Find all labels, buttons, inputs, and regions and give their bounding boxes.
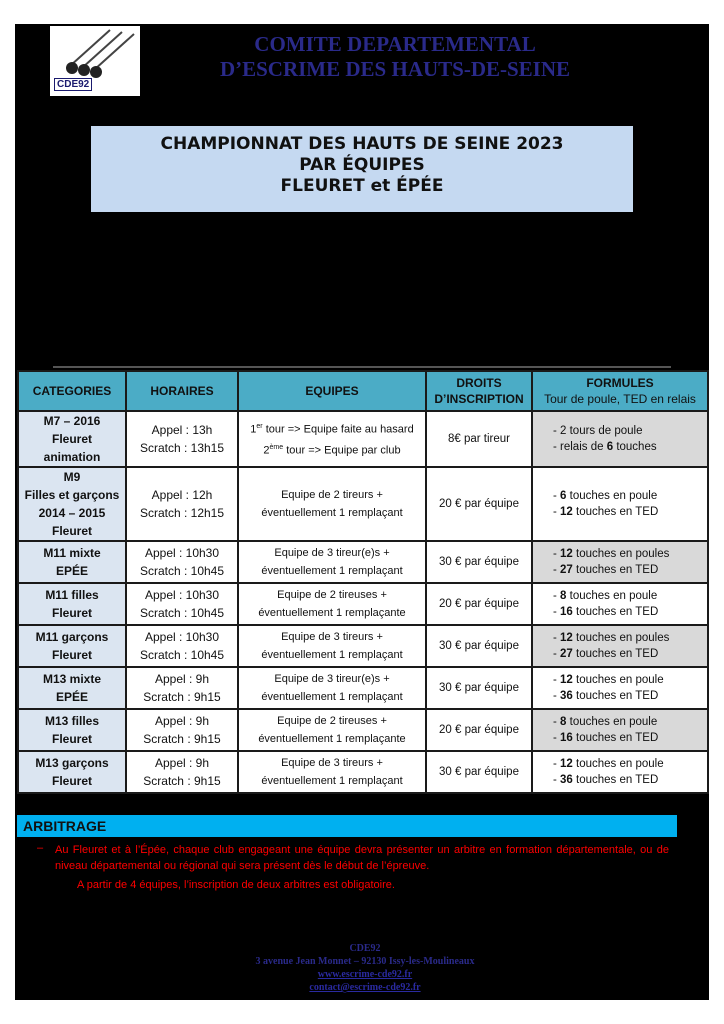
equipes-line: Equipe de 3 tireur(e)s + — [274, 673, 390, 685]
organization-title-line2: D’ESCRIME DES HAUTS-DE-SEINE — [219, 57, 571, 81]
championship-line2: PAR ÉQUIPES — [299, 155, 425, 175]
header-formules-line1: FORMULES — [586, 376, 654, 390]
formules-cell — [532, 751, 708, 793]
equipes-line: Equipe de 3 tireurs + — [281, 631, 383, 643]
table-row — [18, 667, 708, 709]
horaires-cell — [126, 751, 238, 793]
appel-time: Appel : 9h — [154, 672, 210, 686]
formule-text: touches en TED — [576, 690, 659, 702]
category-line: M13 garçons — [35, 756, 109, 770]
divider-line — [53, 366, 671, 368]
category-line: M13 mixte — [42, 672, 102, 686]
formule-count: 27 — [560, 564, 573, 576]
formules-cell — [532, 411, 708, 467]
tour-number: 1 — [250, 424, 257, 436]
formule-count: 6 — [560, 490, 567, 502]
arbitrage-text: Au Fleuret et à l’Épée, chaque club engageant une équipe devra présenter un arbitre en formation départementale, ou de niveau départemental ou régional qui sera présent dès le début de l’épreuve. — [55, 844, 669, 872]
header-formules-line2: Tour de poule, TED en relais — [544, 392, 696, 406]
scratch-time: Scratch : 10h45 — [139, 606, 225, 620]
formule-text: touches en poule — [569, 490, 658, 502]
formule-count: 36 — [560, 774, 573, 786]
formule-count: 12 — [560, 548, 573, 560]
category-line: Fleuret — [51, 774, 92, 788]
scratch-time: Scratch : 10h45 — [139, 648, 225, 662]
footer-website-link[interactable]: www.escrime-cde92.fr — [317, 969, 413, 980]
equipes-cell — [238, 541, 426, 583]
formule-text: touches — [616, 441, 657, 453]
formule-text: touches en TED — [576, 564, 659, 576]
formule-count: 12 — [560, 674, 573, 686]
formule-count: 36 — [560, 690, 573, 702]
appel-time: Appel : 10h30 — [144, 630, 220, 644]
formule-count: 12 — [560, 758, 573, 770]
droits-cell: 30 € par équipe — [426, 541, 532, 583]
scratch-time: Scratch : 13h15 — [139, 441, 225, 455]
droits-cell: 20 € par équipe — [426, 583, 532, 625]
table-row — [18, 709, 708, 751]
scratch-time: Scratch : 9h15 — [143, 774, 221, 788]
header-horaires: HORAIRES — [126, 371, 238, 411]
category-line: EPÉE — [55, 690, 88, 704]
formule-line: - 16 touches en TED — [553, 606, 659, 618]
arbitrage-heading: ARBITRAGE — [17, 815, 677, 837]
table-row — [18, 541, 708, 583]
category-line: Fleuret — [51, 648, 92, 662]
horaires-cell — [126, 625, 238, 667]
horaires-cell — [126, 709, 238, 751]
footer-address: 3 avenue Jean Monnet – 92130 Issy-les-Moulineaux — [255, 956, 475, 967]
scratch-time: Scratch : 9h15 — [143, 690, 221, 704]
formules-cell — [532, 709, 708, 751]
table-row — [18, 411, 708, 467]
droits-cell: 30 € par équipe — [426, 667, 532, 709]
scratch-time: Scratch : 9h15 — [143, 732, 221, 746]
equipes-cell — [238, 583, 426, 625]
header-droits-line1: DROITS — [456, 376, 502, 390]
formule-line: - 6 touches en poule — [553, 490, 658, 502]
equipes-line: éventuellement 1 remplaçante — [258, 733, 406, 745]
formule-text: - relais de — [553, 441, 604, 453]
formule-text: touches en TED — [576, 506, 659, 518]
formule-line: - 8 touches en poule — [553, 716, 658, 728]
formule-line: - 27 touches en TED — [553, 564, 659, 576]
horaires-cell — [126, 583, 238, 625]
equipes-line: éventuellement 1 remplaçant — [261, 691, 403, 703]
category-line: 2014 – 2015 — [38, 506, 106, 520]
equipes-line: éventuellement 1 remplaçant — [261, 649, 403, 661]
formule-line — [553, 439, 703, 455]
championship-title-box — [91, 126, 633, 212]
equipes-text: tour => Equipe par club — [286, 444, 401, 457]
category-cell — [18, 751, 126, 793]
formules-cell — [532, 467, 708, 541]
formule-line: - 8 touches en poule — [553, 590, 658, 602]
equipes-line: Equipe de 3 tireurs + — [281, 757, 383, 769]
formule-line: - 36 touches en TED — [553, 690, 659, 702]
category-cell — [18, 625, 126, 667]
category-line: Filles et garçons — [24, 488, 120, 502]
header-droits-line2: D’INSCRIPTION — [434, 392, 524, 406]
equipes-line: éventuellement 1 remplaçant — [261, 775, 403, 787]
category-cell — [18, 709, 126, 751]
appel-time: Appel : 9h — [154, 756, 210, 770]
appel-time: Appel : 12h — [151, 488, 213, 502]
formule-line: - 36 touches en TED — [553, 774, 659, 786]
formule-line: - 12 touches en poule — [553, 758, 664, 770]
horaires-cell — [126, 411, 238, 467]
table-row — [18, 751, 708, 793]
table-row — [18, 467, 708, 541]
equipes-line: Equipe de 2 tireurs + — [281, 489, 383, 501]
horaires-cell — [126, 667, 238, 709]
formule-text: touches en poules — [576, 548, 670, 560]
category-line: M11 mixte — [43, 546, 101, 560]
arbitrage-bullet: – — [37, 842, 44, 854]
category-line: M13 filles — [44, 714, 100, 728]
organization-title-line1: COMITE DEPARTEMENTAL — [254, 32, 536, 56]
arbitrage-note: A partir de 4 équipes, l’inscription de deux arbitres est obligatoire. — [77, 879, 395, 891]
category-line: M7 – 2016 — [43, 414, 101, 428]
table-header-row — [18, 371, 708, 411]
footer-org: CDE92 — [349, 943, 381, 954]
header-formules — [532, 371, 708, 411]
table-row — [18, 625, 708, 667]
tour-suffix: er — [256, 423, 263, 431]
appel-time: Appel : 9h — [154, 714, 210, 728]
formule-text: touches en poule — [576, 758, 664, 770]
championship-line1: CHAMPIONNAT DES HAUTS DE SEINE 2023 — [160, 134, 564, 154]
equipes-line — [243, 439, 421, 460]
equipes-line — [243, 418, 421, 439]
scratch-time: Scratch : 10h45 — [139, 564, 225, 578]
equipes-cell — [238, 751, 426, 793]
formules-cell — [532, 625, 708, 667]
formule-line: - 2 tours de poule — [553, 425, 643, 437]
category-line: Fleuret — [51, 432, 92, 446]
equipes-cell — [238, 625, 426, 667]
category-line: EPÉE — [55, 564, 88, 578]
category-cell — [18, 411, 126, 467]
cde92-logo — [50, 26, 140, 96]
formule-count: 16 — [560, 606, 573, 618]
appel-time: Appel : 13h — [151, 423, 213, 437]
droits-cell: 20 € par équipe — [426, 467, 532, 541]
formule-text: touches en TED — [576, 732, 659, 744]
category-line: M11 filles — [45, 588, 99, 602]
category-line: animation — [43, 450, 101, 464]
formule-line: - 27 touches en TED — [553, 648, 659, 660]
formule-count: 8 — [560, 590, 567, 602]
droits-cell: 20 € par équipe — [426, 709, 532, 751]
formules-cell — [532, 541, 708, 583]
formule-text: touches en poule — [576, 674, 664, 686]
formules-cell — [532, 667, 708, 709]
logo-text: CDE92 — [54, 78, 92, 91]
equipes-line: éventuellement 1 remplaçant — [261, 507, 403, 519]
table-row — [18, 583, 708, 625]
championship-line3: FLEURET et ÉPÉE — [280, 176, 444, 196]
formule-count: 12 — [560, 506, 573, 518]
formule-line: - 12 touches en poules — [553, 632, 670, 644]
equipes-text: tour => Equipe faite au hasard — [265, 424, 414, 436]
equipes-line: Equipe de 3 tireur(e)s + — [274, 547, 390, 559]
droits-cell: 8€ par tireur — [426, 411, 532, 467]
formule-line: - 12 touches en poule — [553, 674, 664, 686]
category-cell — [18, 667, 126, 709]
header-categories: CATEGORIES — [18, 371, 126, 411]
equipes-line: Equipe de 2 tireuses + — [277, 715, 387, 727]
equipes-cell — [238, 709, 426, 751]
droits-cell: 30 € par équipe — [426, 625, 532, 667]
equipes-cell — [238, 467, 426, 541]
formule-count: 6 — [606, 441, 614, 453]
category-cell — [18, 541, 126, 583]
category-cell — [18, 467, 126, 541]
equipes-cell — [238, 667, 426, 709]
formule-count: 16 — [560, 732, 573, 744]
equipes-line: éventuellement 1 remplaçant — [261, 565, 403, 577]
equipes-cell — [238, 411, 426, 467]
category-line: M11 garçons — [35, 630, 109, 644]
droits-cell: 30 € par équipe — [426, 751, 532, 793]
formule-line: - 12 touches en poules — [553, 548, 670, 560]
header-droits — [426, 371, 532, 411]
organization-title — [145, 32, 645, 82]
appel-time: Appel : 10h30 — [144, 588, 220, 602]
category-line: Fleuret — [51, 524, 92, 538]
horaires-cell — [126, 467, 238, 541]
tour-suffix: ème — [269, 444, 284, 451]
formule-line: - 16 touches en TED — [553, 732, 659, 744]
footer-email-link[interactable]: contact@escrime-cde92.fr — [309, 982, 421, 993]
category-line: Fleuret — [51, 606, 92, 620]
formules-cell — [532, 583, 708, 625]
category-line: Fleuret — [51, 732, 92, 746]
scratch-time: Scratch : 12h15 — [139, 506, 225, 520]
formule-text: touches en poule — [569, 716, 658, 728]
category-line: M9 — [63, 470, 81, 484]
formule-text: touches en poule — [569, 590, 658, 602]
tour-number: 2 — [263, 444, 270, 457]
header-equipes: EQUIPES — [238, 371, 426, 411]
formule-text: touches en TED — [576, 606, 659, 618]
formule-line: - 12 touches en TED — [553, 506, 659, 518]
formule-text: touches en TED — [576, 648, 659, 660]
equipes-line: Equipe de 2 tireuses + — [277, 589, 387, 601]
category-cell — [18, 583, 126, 625]
footer — [155, 942, 575, 994]
document-page — [15, 24, 709, 1000]
formule-count: 12 — [560, 632, 573, 644]
horaires-cell — [126, 541, 238, 583]
categories-table — [17, 370, 709, 794]
formule-text: touches en poules — [576, 632, 670, 644]
appel-time: Appel : 10h30 — [144, 546, 220, 560]
formule-count: 8 — [560, 716, 567, 728]
equipes-line: éventuellement 1 remplaçante — [258, 607, 406, 619]
formule-text: touches en TED — [576, 774, 659, 786]
formule-count: 27 — [560, 648, 573, 660]
